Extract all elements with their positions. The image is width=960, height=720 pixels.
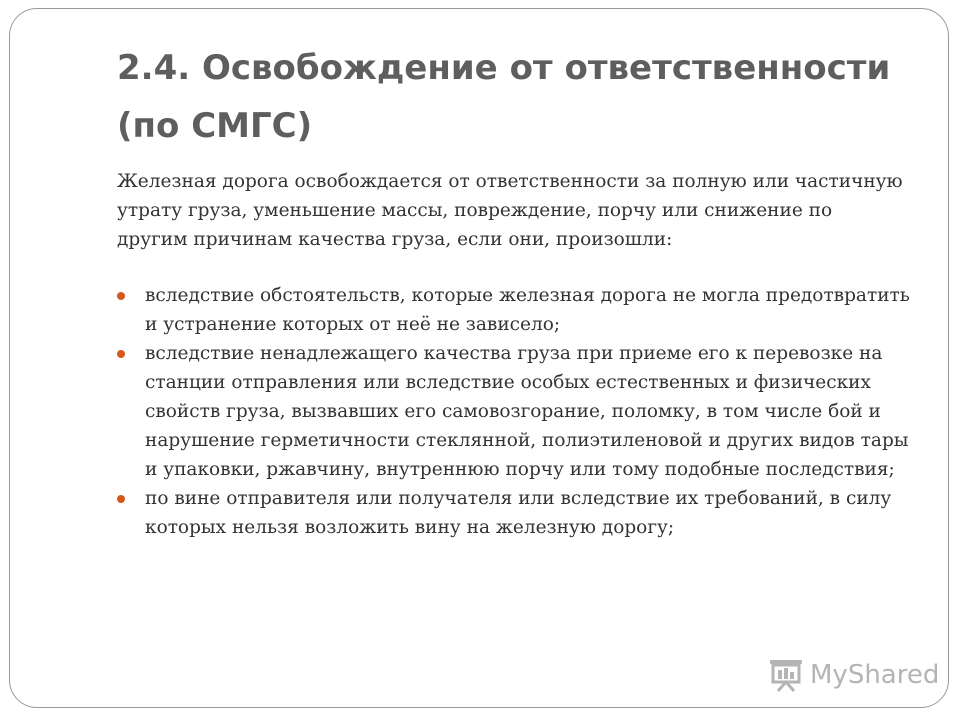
bullet-text: вследствие ненадлежащего качества груза при приеме его к перевозке на станции отправления или вследствие особых естественных и физических свойств груза, вызвавших его самовозгорание, поломку, в том числе бой и нарушение герметичности стеклянной, полиэтиленовой и других видов тары и упаковки, ржавчину, внутреннюю порчу или тому подобные последствия; [145,343,909,480]
bullet-text: по вине отправителя или получателя или вследствие их требований, в силу которых нельзя возложить вину на железную дорогу; [145,488,892,538]
logo-text: MyShared [810,660,940,690]
slide-title: 2.4. Освобождение от ответственности (по СМГС) [117,48,891,146]
intro-paragraph: Железная дорога освобождается от ответственности за полную или частичную утрату груза, уменьшение массы, повреждение, порчу или снижение по другим причинам качества груза, если они, произошли: [117,171,903,250]
bullet-list [117,281,917,542]
bullet-item [117,339,917,484]
bullet-dot-icon [117,292,125,300]
slideshow-icon [768,657,804,693]
bullet-item [117,281,917,339]
bullet-dot-icon [117,495,125,503]
bullet-text: вследствие обстоятельств, которые железная дорога не могла предотвратить и устранение которых от неё не зависело; [145,285,910,335]
bullet-item [117,484,917,542]
bullet-dot-icon [117,350,125,358]
slide-frame [9,8,949,708]
myshared-logo[interactable] [768,655,939,695]
